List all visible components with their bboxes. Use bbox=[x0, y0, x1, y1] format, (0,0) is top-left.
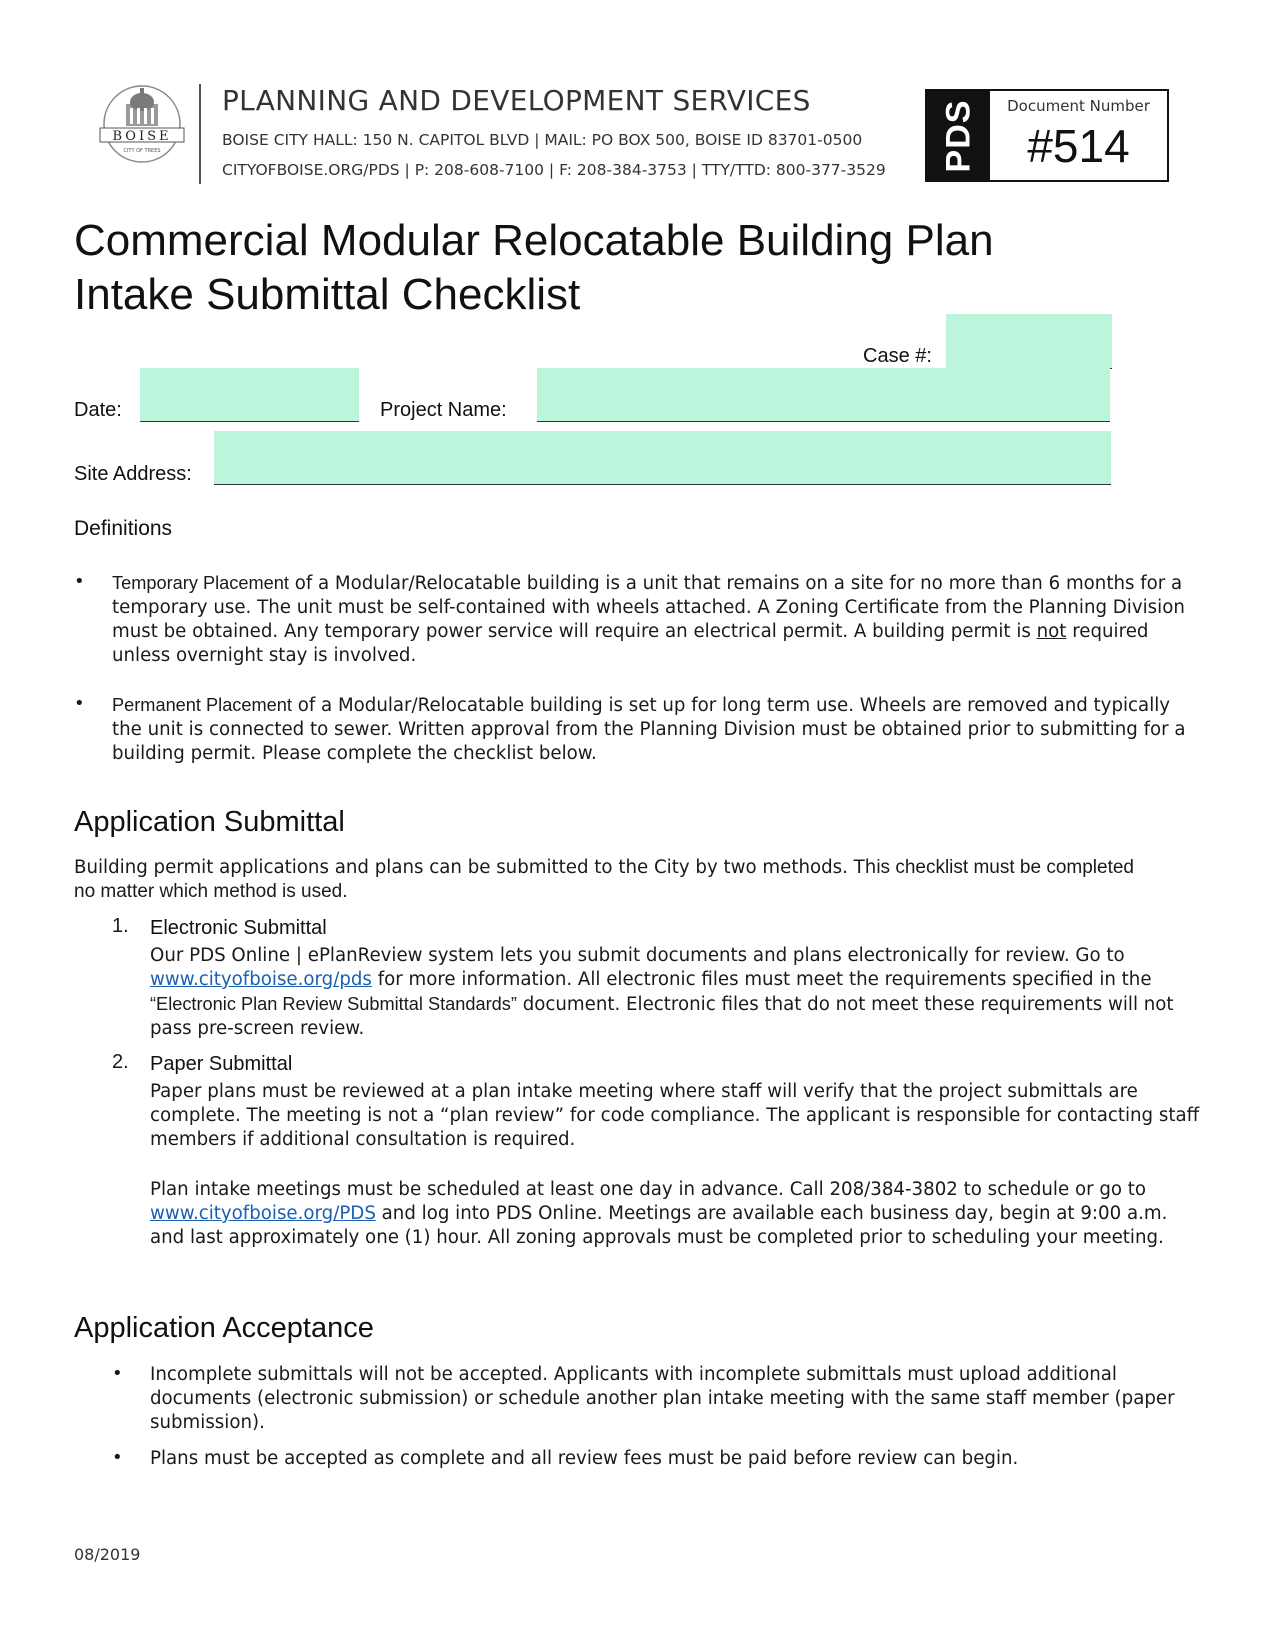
paper-submittal-title: Paper Submittal bbox=[150, 1053, 293, 1075]
pds-label: PDS bbox=[939, 99, 977, 172]
project-name-field[interactable] bbox=[537, 368, 1110, 422]
submittal-intro: Building permit applications and plans can be submitted to the City by two methods. This checklist must be completed no matter which method is used. bbox=[74, 857, 1134, 902]
org-contact: CITYOFBOISE.ORG/PDS | P: 208-608-7100 | F: 208-384-3753 | TTY/TTD: 800-377-3529 bbox=[222, 161, 886, 179]
acceptance-item: Incomplete submittals will not be accepted. Applicants with incomplete submittals must upload additional documents (electronic submission) or schedule another plan intake meeting with the same staff member (paper submission). bbox=[150, 1364, 1175, 1433]
header-divider bbox=[199, 84, 201, 184]
city-seal-logo bbox=[96, 84, 188, 164]
revision-date: 08/2019 bbox=[74, 1545, 141, 1564]
org-address: BOISE CITY HALL: 150 N. CAPITOL BLVD | MAIL: PO BOX 500, BOISE ID 83701-0500 bbox=[222, 131, 863, 149]
site-address-field[interactable] bbox=[214, 431, 1111, 485]
document-number-label: Document Number bbox=[1007, 97, 1150, 115]
temporary-term: Temporary Placement bbox=[112, 573, 289, 593]
pds-online-link[interactable]: www.cityofboise.org/PDS bbox=[150, 1203, 376, 1224]
paper-submittal-text: Paper plans must be reviewed at a plan intake meeting where staff will verify that the project submittals are complete. The meeting is not a “plan review” for code compliance. The applicant is responsible for contacting staff members if additional consultation is required. bbox=[150, 1081, 1200, 1150]
document-number: #514 bbox=[1027, 120, 1130, 172]
site-address-label: Site Address: bbox=[74, 463, 192, 485]
definitions-heading: Definitions bbox=[74, 517, 173, 540]
paper-submittal-scheduling: Plan intake meetings must be scheduled at least one day in advance. Call 208/384-3802 to schedule or go to www.cityofboise.org/PDS and log into PDS Online. Meetings are available each business day, begin at 9:00 a.m. and last approximately one (1) hour. All zoning approvals must be completed prior to scheduling your meeting. bbox=[150, 1179, 1168, 1248]
bullet-dot: • bbox=[74, 693, 85, 714]
pds-link[interactable]: www.cityofboise.org/pds bbox=[150, 969, 372, 990]
bullet-dot: • bbox=[74, 571, 85, 592]
document-number-box bbox=[925, 89, 1169, 182]
electronic-submittal-title: Electronic Submittal bbox=[150, 917, 327, 939]
seal-text: BOISE bbox=[112, 129, 172, 144]
pds-band bbox=[927, 91, 990, 180]
definition-temporary: Temporary Placement of a Modular/Relocatable building is a unit that remains on a site for no more than 6 months for a temporary use. The unit must be self-contained with wheels attached. A Zoning Certificate from the Planning Division must be obtained. Any temporary power service will require an electrical permit. A building permit is not required unless overnight stay is involved. bbox=[112, 573, 1185, 666]
case-label: Case #: bbox=[863, 345, 932, 367]
electronic-submittal-text: Our PDS Online | ePlanReview system lets you submit documents and plans electronically for review. Go to www.cityofboise.org/pds for more information. All electronic files must meet the requirements specified in the “Electronic Plan Review Submittal Standards” document. Electronic files that do not meet these requirements will not pass pre-screen review. bbox=[150, 945, 1174, 1039]
definition-permanent: Permanent Placement of a Modular/Relocatable building is set up for long term use. Wheels are removed and typically the unit is connected to sewer. Written approval from the Planning Division must be obtained prior to submitting for a building permit. Please complete the checklist below. bbox=[112, 695, 1186, 764]
title-line-1: Commercial Modular Relocatable Building Plan bbox=[74, 216, 994, 265]
bullet-dot: • bbox=[112, 1447, 123, 1468]
title-line-2: Intake Submittal Checklist bbox=[74, 270, 581, 319]
list-number-2: 2. bbox=[112, 1051, 129, 1073]
permanent-term: Permanent Placement bbox=[112, 695, 292, 715]
seal-subtext: CITY OF TREES bbox=[123, 148, 161, 154]
application-acceptance-heading: Application Acceptance bbox=[74, 1312, 374, 1344]
date-field[interactable] bbox=[140, 368, 359, 422]
emphasis-not: not bbox=[1036, 621, 1067, 642]
case-number-field[interactable] bbox=[946, 314, 1112, 369]
page-title bbox=[74, 214, 994, 322]
acceptance-item: Plans must be accepted as complete and all review fees must be paid before review can begin. bbox=[150, 1448, 1019, 1469]
org-name: PLANNING AND DEVELOPMENT SERVICES bbox=[222, 84, 811, 117]
bullet-dot: • bbox=[112, 1363, 123, 1384]
list-number-1: 1. bbox=[112, 915, 129, 937]
standards-doc-name: “Electronic Plan Review Submittal Standards” bbox=[150, 994, 517, 1014]
date-label: Date: bbox=[74, 399, 122, 421]
application-submittal-heading: Application Submittal bbox=[74, 806, 345, 838]
project-name-label: Project Name: bbox=[380, 399, 507, 421]
